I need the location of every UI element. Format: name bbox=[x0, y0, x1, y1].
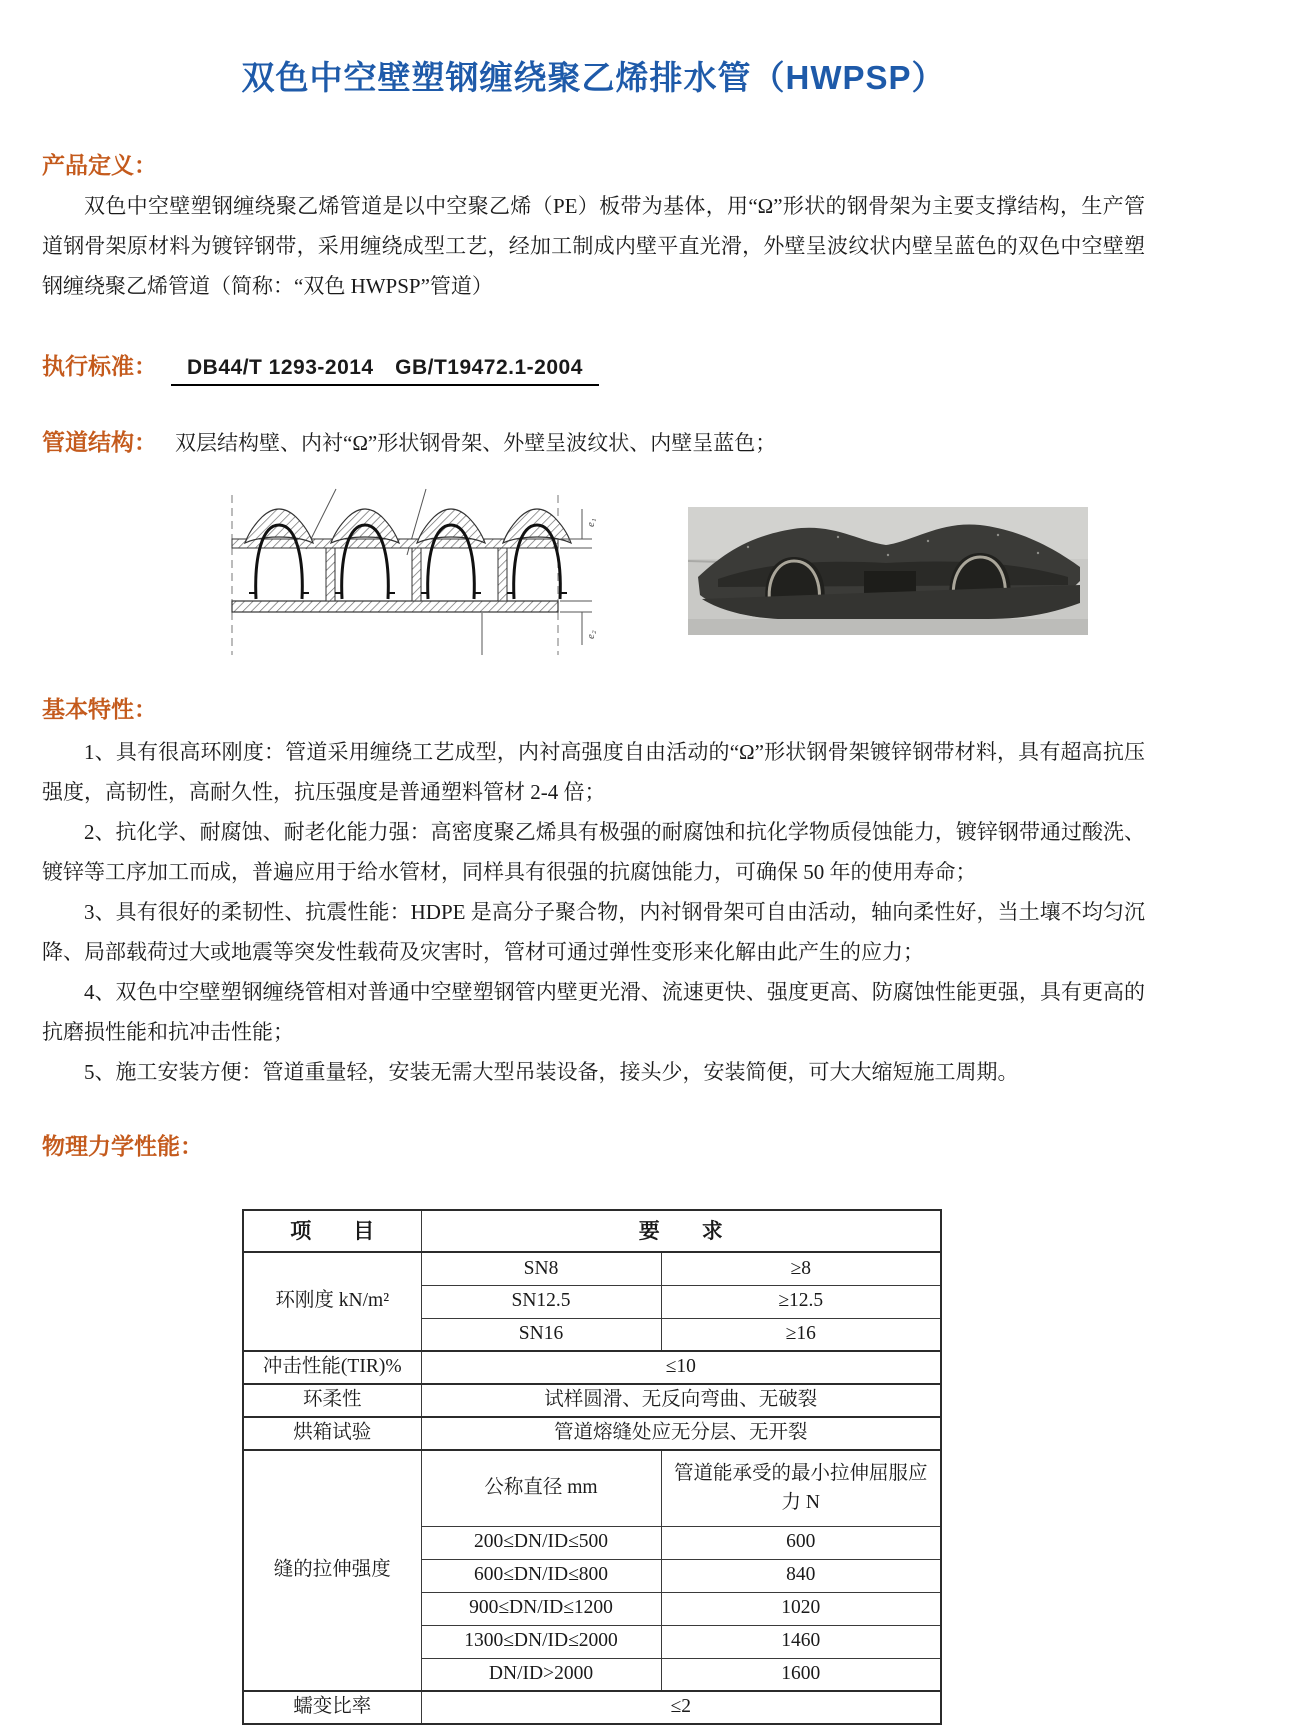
seam-force-cell: 1600 bbox=[661, 1658, 941, 1691]
seam-diameter-cell: DN/ID>2000 bbox=[421, 1658, 661, 1691]
ring-stiffness-req-cell: ≥8 bbox=[661, 1252, 941, 1285]
section-physical-properties bbox=[42, 1128, 1145, 1725]
impact-label-cell: 冲击性能(TIR)% bbox=[243, 1351, 421, 1384]
seam-diameter-cell: 900≤DN/ID≤1200 bbox=[421, 1592, 661, 1625]
ring-stiffness-req-cell: ≥12.5 bbox=[661, 1285, 941, 1318]
section-product-definition bbox=[42, 147, 1145, 306]
seam-force-cell: 1020 bbox=[661, 1592, 941, 1625]
seam-force-cell: 840 bbox=[661, 1559, 941, 1592]
table-row bbox=[243, 1691, 941, 1724]
seam-diameter-cell: 200≤DN/ID≤500 bbox=[421, 1526, 661, 1559]
section-basic-features bbox=[42, 691, 1145, 1092]
diagram-dim-e1-label: e₁ bbox=[585, 518, 597, 527]
standard-heading: 执行标准： bbox=[42, 353, 157, 379]
diagram-dim-e2-label: e₂ bbox=[585, 630, 597, 639]
ring-flexibility-req-cell: 试样圆滑、无反向弯曲、无破裂 bbox=[421, 1384, 941, 1417]
figures-row bbox=[42, 479, 1145, 667]
pipe-wall-cross-section-diagram bbox=[214, 487, 606, 659]
feature-item-2: 2、抗化学、耐腐蚀、耐老化能力强：高密度聚乙烯具有极强的耐腐蚀和抗化学物质侵蚀能力，镀锌钢带通过酸洗、镀锌等工序加工而成，普遍应用于给水管材，同样具有很强的抗腐蚀能力，可确保 50 年的使用寿命； bbox=[42, 820, 1145, 884]
oven-test-label-cell: 烘箱试验 bbox=[243, 1417, 421, 1450]
ring-flexibility-label-cell: 环柔性 bbox=[243, 1384, 421, 1417]
physical-heading: 物理力学性能： bbox=[42, 1133, 203, 1159]
oven-test-req-cell: 管道熔缝处应无分层、无开裂 bbox=[421, 1417, 941, 1450]
table-row bbox=[243, 1384, 941, 1417]
definition-paragraph: 双色中空壁塑钢缠绕聚乙烯管道是以中空聚乙烯（PE）板带为基体，用“Ω”形状的钢骨架为主要支撑结构，生产管道钢骨架原材料为镀锌钢带，采用缠绕成型工艺，经加工制成内壁平直光滑，外壁呈波纹状内壁呈蓝色的双色中空壁塑钢缠绕聚乙烯管道（简称：“双色 HWPSP”管道） bbox=[42, 194, 1145, 298]
creep-req-cell: ≤2 bbox=[421, 1691, 941, 1724]
standard-value: DB44/T 1293-2014 GB/T19472.1-2004 bbox=[171, 351, 599, 386]
structure-value: 双层结构壁、内衬“Ω”形状钢骨架、外壁呈波纹状、内壁呈蓝色； bbox=[175, 431, 777, 455]
seam-force-header-cell: 管道能承受的最小拉伸屈服应力 N bbox=[661, 1450, 941, 1526]
ring-stiffness-grade-cell: SN12.5 bbox=[421, 1285, 661, 1318]
feature-item-1: 1、具有很高环刚度：管道采用缠绕工艺成型，内衬高强度自由活动的“Ω”形状钢骨架镀锌钢带材料，具有超高抗压强度，高韧性，高耐久性，抗压强度是普通塑料管材 2-4 倍； bbox=[42, 740, 1145, 804]
spec-table-wrapper bbox=[242, 1209, 1145, 1725]
header-item-cell: 项 目 bbox=[243, 1210, 421, 1252]
table-row bbox=[243, 1351, 941, 1384]
impact-req-cell: ≤10 bbox=[421, 1351, 941, 1384]
seam-force-cell: 600 bbox=[661, 1526, 941, 1559]
ring-stiffness-grade-cell: SN16 bbox=[421, 1318, 661, 1351]
seam-diameter-cell: 600≤DN/ID≤800 bbox=[421, 1559, 661, 1592]
feature-item-5: 5、施工安装方便：管道重量轻，安装无需大型吊装设备，接头少，安装简便，可大大缩短施工周期。 bbox=[84, 1060, 1019, 1084]
table-row bbox=[243, 1252, 941, 1285]
definition-heading: 产品定义： bbox=[42, 152, 157, 178]
page-title: 双色中空壁塑钢缠绕聚乙烯排水管（HWPSP） bbox=[241, 59, 946, 96]
ring-stiffness-label-cell: 环刚度 kN/m² bbox=[243, 1252, 421, 1351]
pipe-sample-photo bbox=[688, 507, 1088, 635]
feature-item-3: 3、具有很好的柔韧性、抗震性能：HDPE 是高分子聚合物，内衬钢骨架可自由活动，轴向柔性好，当土壤不均匀沉降、局部载荷过大或地震等突发性载荷及灾害时，管材可通过弹性变形来化解由此产生的应力； bbox=[42, 900, 1145, 964]
header-requirement-cell: 要 求 bbox=[421, 1210, 941, 1252]
section-standard bbox=[42, 348, 1145, 386]
physical-properties-table bbox=[242, 1209, 942, 1725]
structure-heading: 管道结构： bbox=[42, 429, 157, 455]
features-list bbox=[42, 732, 1145, 1092]
section-pipe-structure bbox=[42, 424, 1145, 457]
table-row bbox=[243, 1450, 941, 1526]
seam-diameter-header-cell: 公称直径 mm bbox=[421, 1450, 661, 1526]
creep-label-cell: 蠕变比率 bbox=[243, 1691, 421, 1724]
table-row bbox=[243, 1417, 941, 1450]
table-header-row bbox=[243, 1210, 941, 1252]
features-heading: 基本特性： bbox=[42, 696, 157, 722]
ring-stiffness-grade-cell: SN8 bbox=[421, 1252, 661, 1285]
seam-force-cell: 1460 bbox=[661, 1625, 941, 1658]
seam-diameter-cell: 1300≤DN/ID≤2000 bbox=[421, 1625, 661, 1658]
ring-stiffness-req-cell: ≥16 bbox=[661, 1318, 941, 1351]
feature-item-4: 4、双色中空壁塑钢缠绕管相对普通中空壁塑钢管内壁更光滑、流速更快、强度更高、防腐蚀性能更强，具有更高的抗磨损性能和抗冲击性能； bbox=[42, 980, 1145, 1044]
seam-tensile-label-cell: 缝的拉伸强度 bbox=[243, 1450, 421, 1691]
